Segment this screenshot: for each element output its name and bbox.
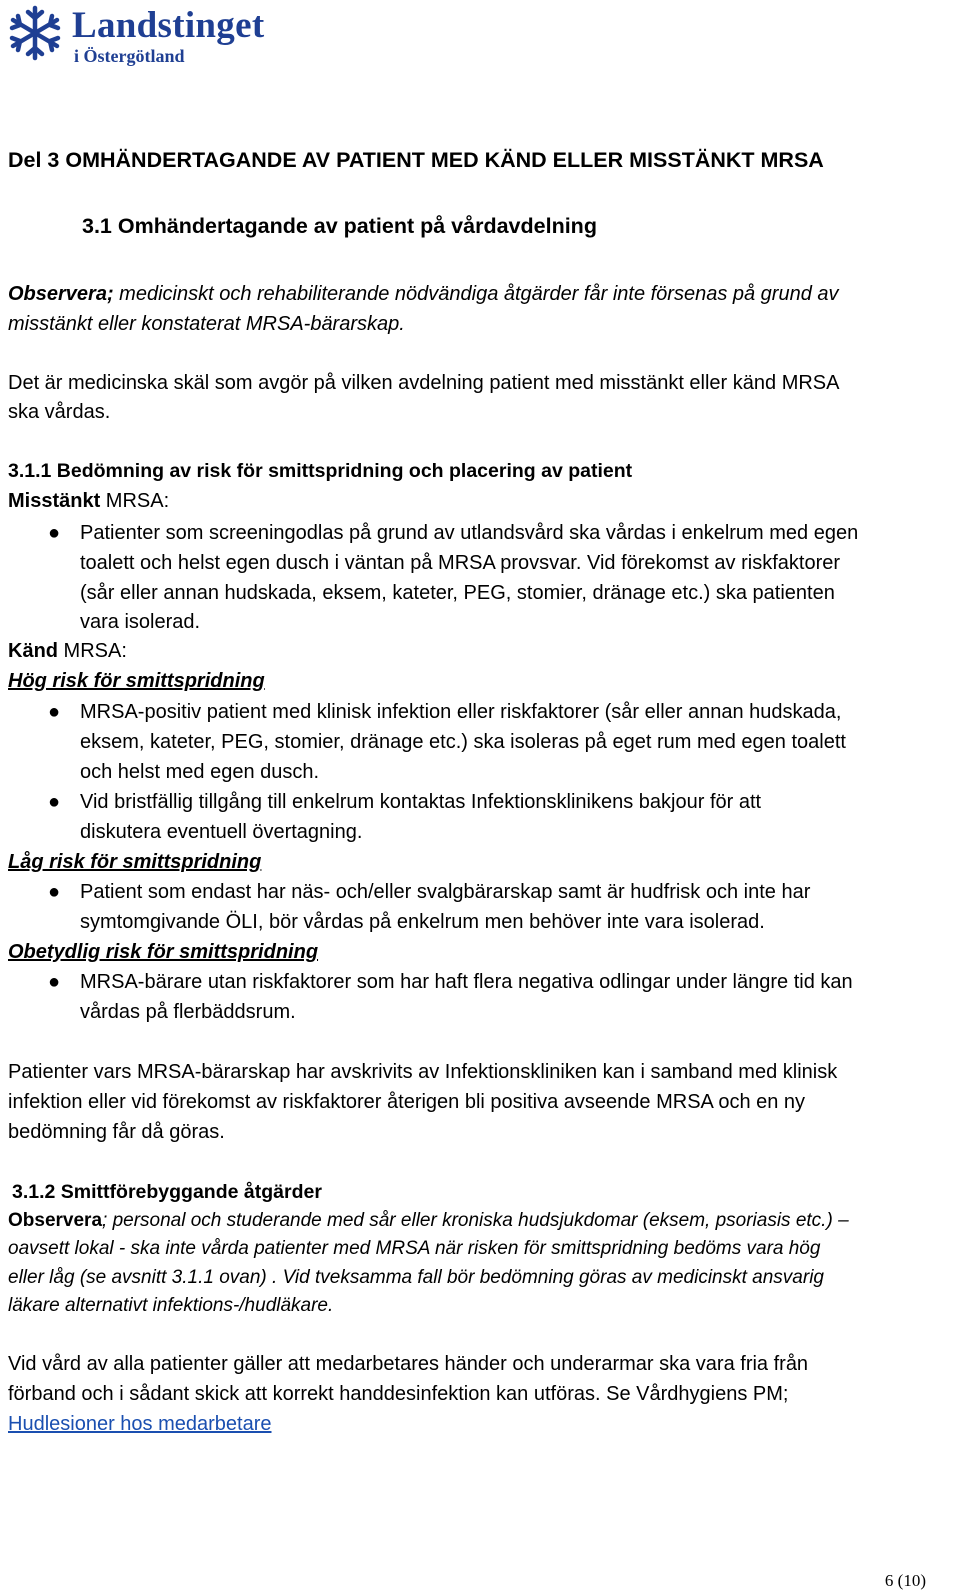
bullet-icon: ●	[48, 701, 61, 723]
section-3-1-1-title: 3.1.1 Bedömning av risk för smittspridning och placering av patient	[8, 460, 633, 482]
paragraph-line: infektion eller vid förekomst av riskfaktorer återigen bli positiva avseende MRSA och en ny	[8, 1091, 806, 1113]
known-label: Känd	[8, 640, 58, 662]
note-line: läkare alternativt infektions-/hudläkare.	[8, 1295, 334, 1316]
note-line	[8, 1207, 849, 1235]
list-item-line: diskutera eventuell övertagning.	[80, 821, 363, 843]
section-3-1-2-title: 3.1.2 Smittförebyggande åtgärder	[12, 1181, 322, 1203]
note-line: oavsett lokal - ska inte vårda patienter med MRSA när risken för smittspridning bedöms vara hög	[8, 1238, 821, 1259]
bullet-icon: ●	[48, 522, 61, 544]
list-item: Patienter som screeningodlas på grund av utlandsvård ska vårdas i enkelrum med egen	[80, 522, 859, 544]
note-line	[8, 280, 839, 308]
known-suffix: MRSA:	[58, 640, 127, 662]
list-item: MRSA-bärare utan riskfaktorer som har haft flera negativa odlingar under längre tid kan	[80, 971, 853, 993]
suspected-suffix: MRSA:	[100, 490, 170, 512]
known-heading	[8, 637, 127, 665]
section-3-1-title: 3.1 Omhändertagande av patient på vårdavdelning	[82, 214, 597, 238]
low-risk-heading: Låg risk för smittspridning	[8, 851, 262, 873]
minor-risk-heading: Obetydlig risk för smittspridning	[8, 941, 319, 963]
bullet-icon: ●	[48, 791, 61, 813]
list-item-line: (sår eller annan hudskada, eksem, kateter, PEG, stomier, dränage etc.) ska patienten	[80, 582, 835, 604]
list-item-line: toalett och helst egen dusch i väntan på MRSA provsvar. Vid förekomst av riskfaktorer	[80, 552, 841, 574]
note-label: Observera	[8, 1210, 103, 1231]
note-line: eller låg (se avsnitt 3.1.1 ovan) . Vid tveksamma fall bör bedömning göras av medicinskt ansvarig	[8, 1267, 824, 1288]
logo-name: Landstinget	[72, 5, 265, 46]
snowflake-logo-icon	[6, 4, 64, 62]
bullet-icon: ●	[48, 971, 61, 993]
list-item-line: symtomgivande ÖLI, bör vårdas på enkelrum men behöver inte vara isolerad.	[80, 911, 765, 933]
page-number: 6 (10)	[884, 1571, 926, 1590]
bullet-icon: ●	[48, 881, 61, 903]
list-item: MRSA-positiv patient med klinisk infektion eller riskfaktorer (sår eller annan hudskada,	[80, 701, 842, 723]
paragraph-line: förband och i sådant skick att korrekt handdesinfektion kan utföras. Se Vårdhygiens PM;	[8, 1383, 789, 1405]
paragraph-line: Patienter vars MRSA-bärarskap har avskrivits av Infektionskliniken kan i samband med klinisk	[8, 1061, 838, 1083]
note-line: misstänkt eller konstaterat MRSA-bärarskap.	[8, 313, 405, 335]
note-label: Observera;	[8, 283, 114, 305]
note-text: medicinskt och rehabiliterande nödvändiga åtgärder får inte försenas på grund av	[113, 283, 839, 305]
list-item-line: och helst med egen dusch.	[80, 761, 320, 783]
suspected-heading	[8, 487, 169, 515]
hudlesioner-link[interactable]: Hudlesioner hos medarbetare	[8, 1413, 272, 1435]
paragraph-line: Det är medicinska skäl som avgör på vilken avdelning patient med misstänkt eller känd MRSA	[8, 372, 840, 394]
paragraph-line: bedömning får då göras.	[8, 1121, 225, 1143]
logo-subtitle: i Östergötland	[74, 46, 185, 66]
note-text: ; personal och studerande med sår eller kroniska hudsjukdomar (eksem, psoriasis etc.) –	[102, 1210, 849, 1231]
list-item-line: eksem, kateter, PEG, stomier, dränage etc.) ska isoleras på eget rum med egen toalett	[80, 731, 846, 753]
list-item-line: vara isolerad.	[80, 611, 201, 633]
list-item: Vid bristfällig tillgång till enkelrum kontaktas Infektionsklinikens bakjour för att	[80, 791, 762, 813]
high-risk-heading: Hög risk för smittspridning	[8, 670, 265, 692]
paragraph-line: ska vårdas.	[8, 401, 111, 423]
paragraph-line: Vid vård av alla patienter gäller att medarbetares händer och underarmar ska vara fria från	[8, 1353, 809, 1375]
list-item-line: vårdas på flerbäddsrum.	[80, 1001, 296, 1023]
part-title: Del 3 OMHÄNDERTAGANDE AV PATIENT MED KÄND ELLER MISSTÄNKT MRSA	[8, 148, 824, 172]
list-item: Patient som endast har näs- och/eller svalgbärarskap samt är hudfrisk och inte har	[80, 881, 811, 903]
suspected-label: Misstänkt	[8, 490, 101, 512]
